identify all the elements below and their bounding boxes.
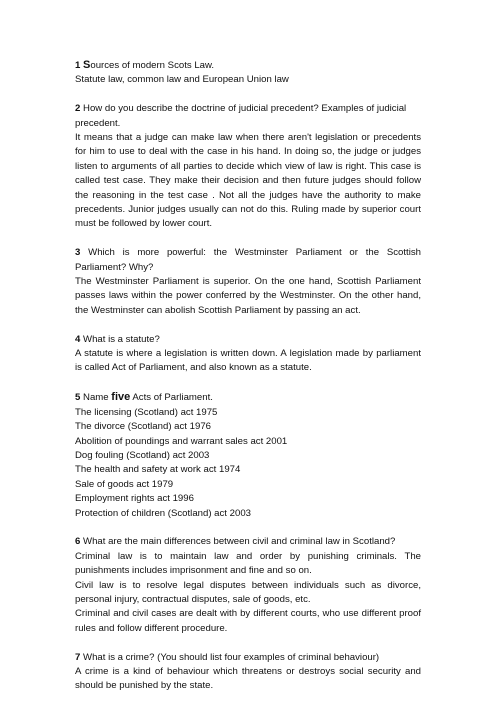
answer-1: Statute law, common law and European Union law (75, 74, 289, 86)
question-2 (75, 102, 421, 131)
question-number: 7 (75, 651, 81, 663)
question-emphasis: five (111, 391, 131, 404)
question-1 (75, 58, 421, 73)
question-text: What is a crime? (You should list four examples of criminal behaviour) (83, 651, 380, 663)
question-number: 6 (75, 536, 81, 548)
question-number: 5 (75, 392, 81, 404)
answer-4: A statute is where a legislation is written down. A legislation made by parliament is called Act of Parliament, and also known as a statute. (75, 348, 421, 374)
answer-6-criminal: Criminal law is to maintain law and order by punishing criminals. The punishments includes imprisonment and fine and so on. (75, 550, 421, 577)
answer-6-courts: Criminal and civil cases are dealt with by different courts, who use different proof rules and follow different procedure. (75, 608, 421, 634)
section-6 (75, 535, 421, 636)
question-7 (75, 651, 421, 665)
question-text: How do you describe the doctrine of judicial precedent? Examples of judicial precedent. (75, 103, 407, 129)
question-number: 3 (75, 247, 81, 259)
answer-3: The Westminster Parliament is superior. On the one hand, Scottish Parliament passes laws within the power conferred by the Westminster. On the other hand, the Westminster can abolish Scottish Parliament by passing an act. (75, 276, 421, 316)
question-5 (75, 390, 421, 405)
document-content (75, 58, 421, 708)
section-1 (75, 58, 421, 88)
act-list-item: The licensing (Scotland) act 1975 (75, 406, 218, 418)
question-text: What are the main differences between civil and criminal law in Scotland? (83, 536, 396, 548)
question-number: 4 (75, 333, 81, 345)
act-list-item: Employment rights act 1996 (75, 493, 194, 505)
question-text: What is a statute? (83, 333, 160, 345)
section-5 (75, 390, 421, 521)
answer-2: It means that a judge can make law when there aren't legislation or precedents for him to use to deal with the case in his hand. In doing so, the judge or judges listen to arguments of all parties to decide which view of law is right. This case is called test case. They make their decision and then future judges should follow the reasoning in the test case . Not all the judges have the authority to make precedents. Junior judges usually can not do this. Ruling made by superior court must be followed by lower court. (75, 132, 421, 230)
act-list-item: Sale of goods act 1979 (75, 478, 174, 490)
section-3 (75, 246, 421, 318)
question-6 (75, 535, 421, 549)
act-list-item: Abolition of poundings and warrant sales act 2001 (75, 435, 288, 447)
answer-6-civil: Civil law is to resolve legal disputes between individuals such as divorce, personal injury, contractual disputes, sale of goods, etc. (75, 579, 421, 605)
question-4 (75, 333, 421, 347)
section-2 (75, 102, 421, 232)
question-text: Which is more powerful: the Westminster Parliament or the Scottish Parliament? Why? (75, 247, 421, 273)
act-list-item: The health and safety at work act 1974 (75, 464, 241, 476)
question-number: 2 (75, 103, 81, 115)
section-4 (75, 333, 421, 376)
section-7 (75, 651, 421, 694)
question-3 (75, 246, 421, 275)
question-text-before: Name (83, 392, 112, 404)
act-list-item: Dog fouling (Scotland) act 2003 (75, 449, 210, 461)
act-list-item: Protection of children (Scotland) act 2003 (75, 507, 251, 519)
question-initial: S (83, 59, 91, 71)
act-list-item: The divorce (Scotland) act 1976 (75, 421, 211, 433)
question-text: ources of modern Scots Law. (90, 60, 215, 71)
answer-7: A crime is a kind of behaviour which threatens or destroys social security and should be punished by the state. (75, 665, 421, 692)
question-number: 1 (75, 60, 81, 71)
question-text-after: Acts of Parliament. (130, 392, 213, 404)
